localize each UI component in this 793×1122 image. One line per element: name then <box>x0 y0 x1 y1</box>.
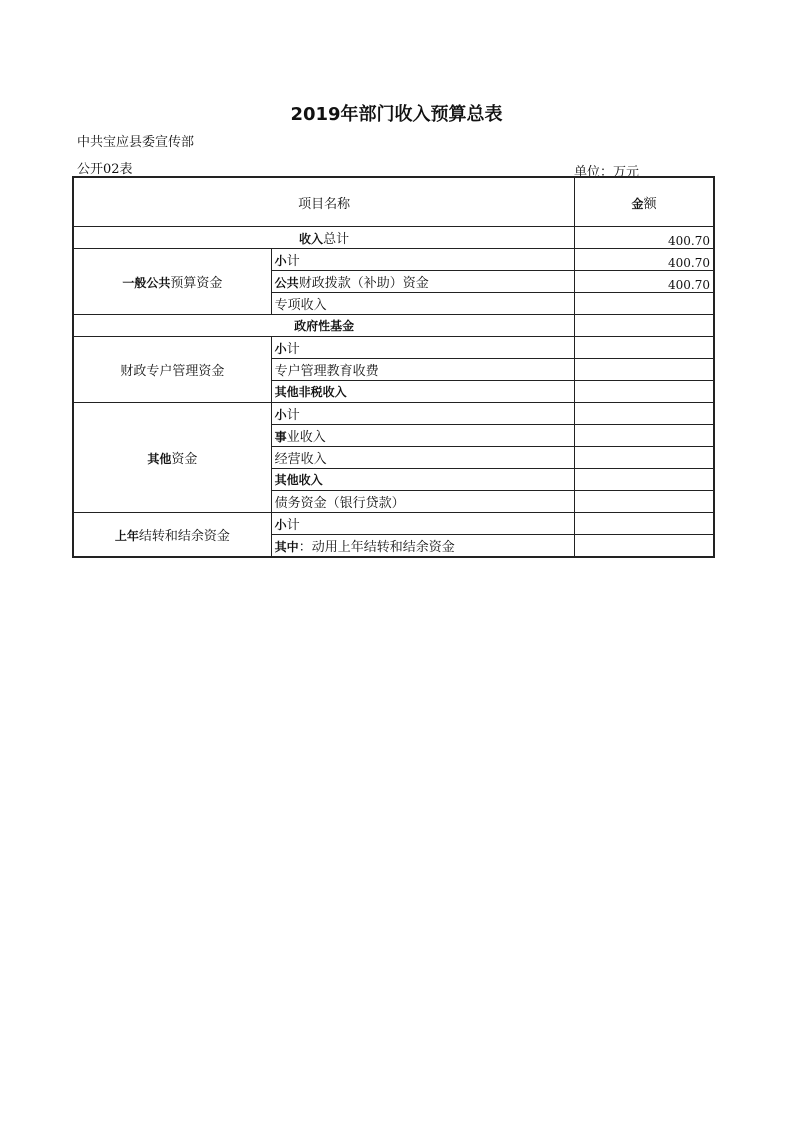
general-budget-group: 一般公共预算资金 <box>73 249 271 315</box>
other-funds-operating-label: 经营收入 <box>271 447 574 469</box>
organization-name: 中共宝应县委宣传部 <box>77 135 195 150</box>
table-row <box>73 337 714 359</box>
carryover-subtotal-label: 小计 <box>271 513 574 535</box>
other-funds-group: 其他资金 <box>73 403 271 513</box>
fin-special-edu-label: 专户管理教育收费 <box>271 359 574 381</box>
carryover-group: 上年结转和结余资金 <box>73 513 271 557</box>
fin-special-group: 财政专户管理资金 <box>73 337 271 403</box>
gov-fund-value <box>575 315 714 337</box>
general-special-label: 专项收入 <box>271 293 574 315</box>
total-row <box>73 227 714 249</box>
table-row <box>73 403 714 425</box>
carryover-subtotal-value <box>575 513 714 535</box>
fin-special-other-value <box>575 381 714 403</box>
budget-table <box>72 176 715 558</box>
header-amount: 金额 <box>575 177 714 227</box>
general-subtotal-value: 400.70 <box>575 249 714 271</box>
form-number: 公开02表 <box>77 162 133 177</box>
fin-special-subtotal-value <box>575 337 714 359</box>
table-row <box>73 513 714 535</box>
other-funds-subtotal-label: 小计 <box>271 403 574 425</box>
other-funds-business-value <box>575 425 714 447</box>
other-funds-operating-value <box>575 447 714 469</box>
total-value: 400.70 <box>575 227 714 249</box>
fin-special-subtotal-label: 小计 <box>271 337 574 359</box>
gov-fund-row <box>73 315 714 337</box>
other-funds-business-label: 事业收入 <box>271 425 574 447</box>
general-subtotal-label: 小计 <box>271 249 574 271</box>
gov-fund-label: 政府性基金 <box>73 315 575 337</box>
fin-special-edu-value <box>575 359 714 381</box>
general-special-value <box>575 293 714 315</box>
header-item-name: 项目名称 <box>73 177 575 227</box>
general-fiscal-label: 公共财政拨款（补助）资金 <box>271 271 574 293</box>
fin-special-other-label: 其他非税收入 <box>271 381 574 403</box>
carryover-usage-label: 其中：动用上年结转和结余资金 <box>271 535 574 557</box>
other-funds-other-value <box>575 469 714 491</box>
page-title: 2019年部门收入预算总表 <box>290 104 503 125</box>
other-funds-debt-value <box>575 491 714 513</box>
table-row <box>73 249 714 271</box>
other-funds-debt-label: 债务资金（银行贷款） <box>271 491 574 513</box>
general-fiscal-value: 400.70 <box>575 271 714 293</box>
header-row <box>73 177 714 227</box>
total-label: 收入总计 <box>73 227 575 249</box>
other-funds-subtotal-value <box>575 403 714 425</box>
other-funds-other-label: 其他收入 <box>271 469 574 491</box>
carryover-usage-value <box>575 535 714 557</box>
unit-label: 单位：万元 <box>574 165 640 180</box>
